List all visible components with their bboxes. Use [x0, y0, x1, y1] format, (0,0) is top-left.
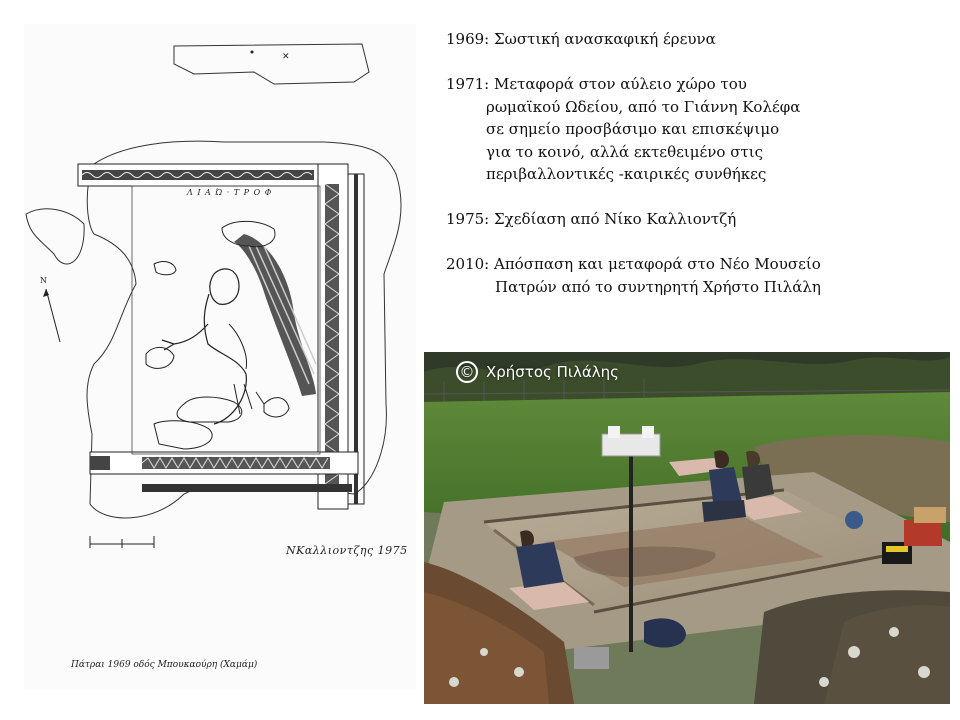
timeline-line: περιβαλλοντικές -καιρικές συνθήκες — [486, 165, 767, 183]
timeline-line: 1969: Σωστική ανασκαφική έρευνα — [446, 30, 716, 48]
drawing-caption: Πάτραι 1969 οδός Μπουκαούρη (Χαμάμ) — [71, 660, 258, 670]
drawing-signature: ΝΚαλλιοντζης 1975 — [286, 544, 408, 557]
timeline-entry-1975 — [446, 208, 946, 231]
timeline — [446, 28, 946, 321]
excavation-photo-svg — [424, 352, 950, 704]
photo-copyright — [456, 360, 619, 384]
copyright-icon: © — [456, 361, 478, 383]
timeline-line: 1971: Μεταφορά στον αύλειο χώρο του — [446, 75, 747, 93]
timeline-line: Πατρών από το συντηρητή Χρήστο Πιλάλη — [495, 277, 821, 296]
photo-credit: Χρήστος Πιλάλης — [486, 363, 619, 381]
timeline-line: ρωμαϊκού Ωδείου, από το Γιάννη Κολέφα — [486, 97, 801, 116]
timeline-entry-2010 — [446, 253, 946, 298]
svg-text:✕: ✕ — [282, 52, 290, 62]
timeline-line: σε σημείο προσβάσιμο και επισκέψιμο — [486, 120, 780, 138]
timeline-line: για το κοινό, αλλά εκτεθειμένο στις — [486, 142, 764, 161]
timeline-line: 2010: Απόσπαση και μεταφορά στο Νέο Μουσείο — [446, 255, 821, 273]
mosaic-drawing — [24, 24, 416, 689]
timeline-entry-1969 — [446, 28, 946, 51]
mosaic-drawing-svg — [24, 24, 416, 689]
timeline-entry-1971 — [446, 73, 946, 186]
inscription-letters: Λ Ι Α Ώ · Τ Ρ Ο Φ — [187, 188, 273, 197]
excavation-photo — [424, 352, 950, 704]
north-arrow-label: N — [40, 276, 47, 285]
timeline-line: 1975: Σχεδίαση από Νίκο Καλλιοντζή — [446, 210, 737, 228]
